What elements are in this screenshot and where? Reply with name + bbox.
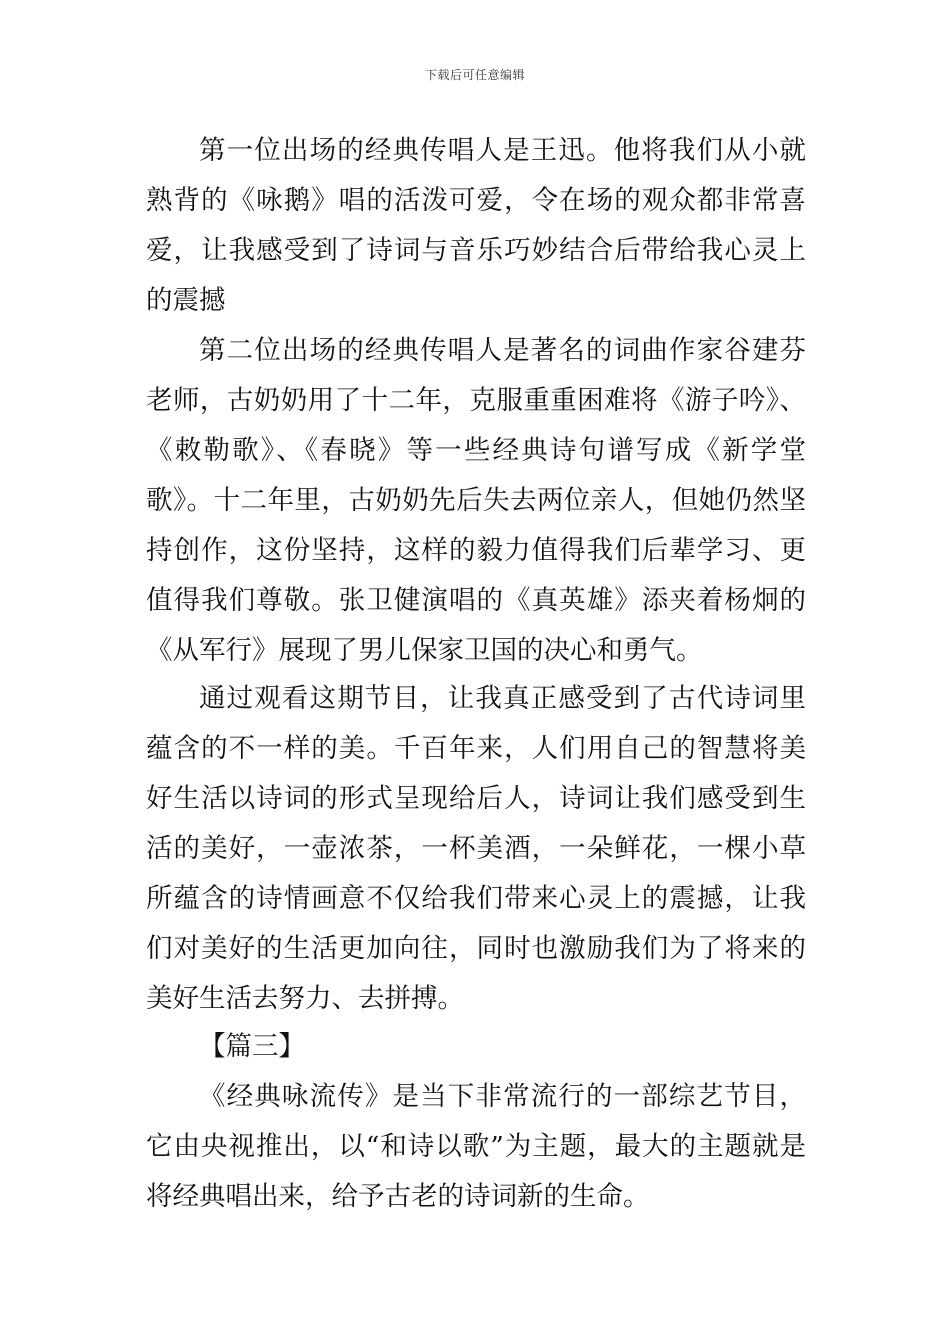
paragraph-1: 第一位出场的经典传唱人是王迅。他将我们从小就熟背的《咏鹅》唱的活泼可爱，令在场的观众都非常喜爱，让我感受到了诗词与音乐巧妙结合后带给我心灵上的震撼 [146, 135, 806, 316]
paragraph-3: 通过观看这期节目，让我真正感受到了古代诗词里蕴含的不一样的美。千百年来，人们用自己的智慧将美好生活以诗词的形式呈现给后人，诗词让我们感受到生活的美好，一壶浓茶，一杯美酒，一朵鲜花，一棵小草所蕴含的诗情画意不仅给我们带来心灵上的震撼，让我们对美好的生活更加向往，同时也激励我们为了将来的美好生活去努力、去拼搏。 [146, 683, 806, 1014]
section-heading: 【篇三】 [199, 1031, 305, 1062]
paragraph-2: 第二位出场的经典传唱人是著名的词曲作家谷建芬老师，古奶奶用了十二年，克服重重困难将《游子吟》、《敕勒歌》、《春晓》等一些经典诗句谱写成《新学堂歌》。十二年里，古奶奶先后失去两位亲人，但她仍然坚持创作，这份坚持，这样的毅力值得我们后辈学习、更值得我们尊敬。张卫健演唱的《真英雄》添夹着杨炯的《从军行》展现了男儿保家卫国的决心和勇气。 [146, 335, 806, 666]
paragraph-4: 《经典咏流传》是当下非常流行的一部综艺节目，它由央视推出，以“和诗以歌”为主题，最大的主题就是将经典唱出来，给予古老的诗词新的生命。 [146, 1081, 806, 1212]
header-note: 下载后可任意编辑 [424, 68, 525, 82]
